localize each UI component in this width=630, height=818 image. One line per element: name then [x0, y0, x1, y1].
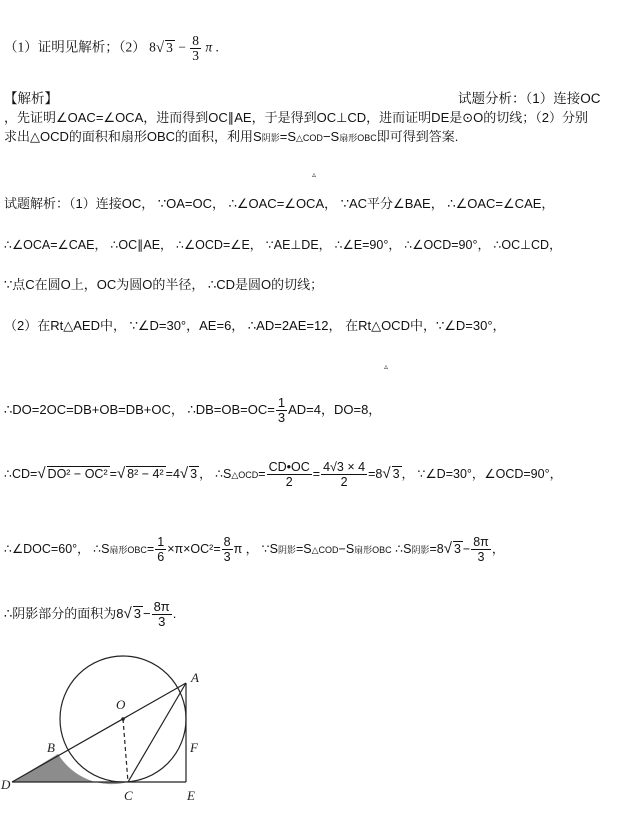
solution-line-8: ∴阴影部分的面积为8√ 3 − $\frac{8\pi}{3}$ .: [4, 599, 177, 629]
label-c: C: [124, 788, 133, 803]
point-o: [121, 717, 125, 721]
label-e: E: [187, 788, 195, 803]
label-o: O: [116, 697, 126, 712]
answer-part1: （1）证明见解析；（2）: [4, 39, 146, 55]
label-f: F: [190, 740, 198, 755]
line-da: [12, 683, 186, 782]
triangle-mark: ▵: [312, 170, 317, 179]
solution-line-3: ∵点C在圆O上，OC为圆O的半径， ∴CD是圆O的切线；: [4, 277, 324, 292]
answer-minus: −: [178, 39, 186, 55]
label-a: A: [191, 670, 199, 685]
answer-end: .: [215, 39, 219, 55]
solution-line-6: ∴CD=√ DO² − OC² =√ 8² − 4² =4√ 3 ， ∴S△OCD= $\frac{CD•OC}{2}$ = $\frac{4√3 \times 4}{2}$ =8√ 3 ， ∵∠D=30°，∠OCD=90°，: [4, 460, 563, 489]
solution-line-7: ∴∠DOC=60°， ∴S扇形OBC= $\frac{1}{6}$ ×π×OC²= $\frac{8}{3}$ π ， ∵S阴影=S△COD−S扇形OBC ∴S阴影=8√ 3 − $\frac{8\pi}{3}$ ，: [4, 535, 505, 564]
solution-line-5: ∴DO=2OC=DB+OB=DB+OC， ∴DB=OB=OC= $\frac{1}{3}$ AD=4，DO=8，: [4, 395, 382, 425]
label-d: D: [1, 777, 11, 792]
line-ac: [128, 683, 186, 782]
shaded-region: [12, 754, 128, 784]
analysis-lead: 试题分析：（1）连接OC: [458, 91, 601, 106]
answer-fraction: $\frac{8}{3}$: [192, 33, 199, 63]
solution-line-2: ∴∠OCA=∠CAE， ∴OC∥AE， ∴∠OCD=∠E， ∵AE⊥DE， ∴∠E=90°， ∴∠OCD=90°， ∴OC⊥CD，: [4, 238, 562, 252]
solution-line-1: 试题解析：（1）连接OC， ∵OA=OC， ∴∠OAC=∠OCA， ∵AC平分∠BAE， ∴∠OAC=∠CAE，: [4, 196, 555, 211]
line-oc-dashed: [123, 719, 128, 782]
answer-root: 3: [166, 39, 173, 55]
analysis-heading: 【解析】: [4, 91, 58, 106]
triangle-mark-2: ▵: [384, 362, 389, 371]
analysis-line1: ，先证明∠OAC=∠OCA，进而得到OC∥AE，于是得到OC⊥CD，进而证明DE是⊙O的切线；（2）分别: [4, 110, 588, 125]
sqrt-sign: √: [155, 39, 165, 56]
answer-pi: π: [205, 39, 213, 55]
solution-line-4: （2）在Rt△AED中， ∵∠D=30°，AE=6， ∴AD=2AE=12， 在Rt△OCD中，∵∠D=30°，: [4, 318, 506, 333]
analysis-line2: 求出△OCD的面积和扇形OBC的面积，利用S阴影=S△COD−S扇形OBC即可得到答案.: [4, 129, 459, 144]
answer-coef: 8: [149, 39, 156, 55]
label-b: B: [47, 740, 55, 755]
